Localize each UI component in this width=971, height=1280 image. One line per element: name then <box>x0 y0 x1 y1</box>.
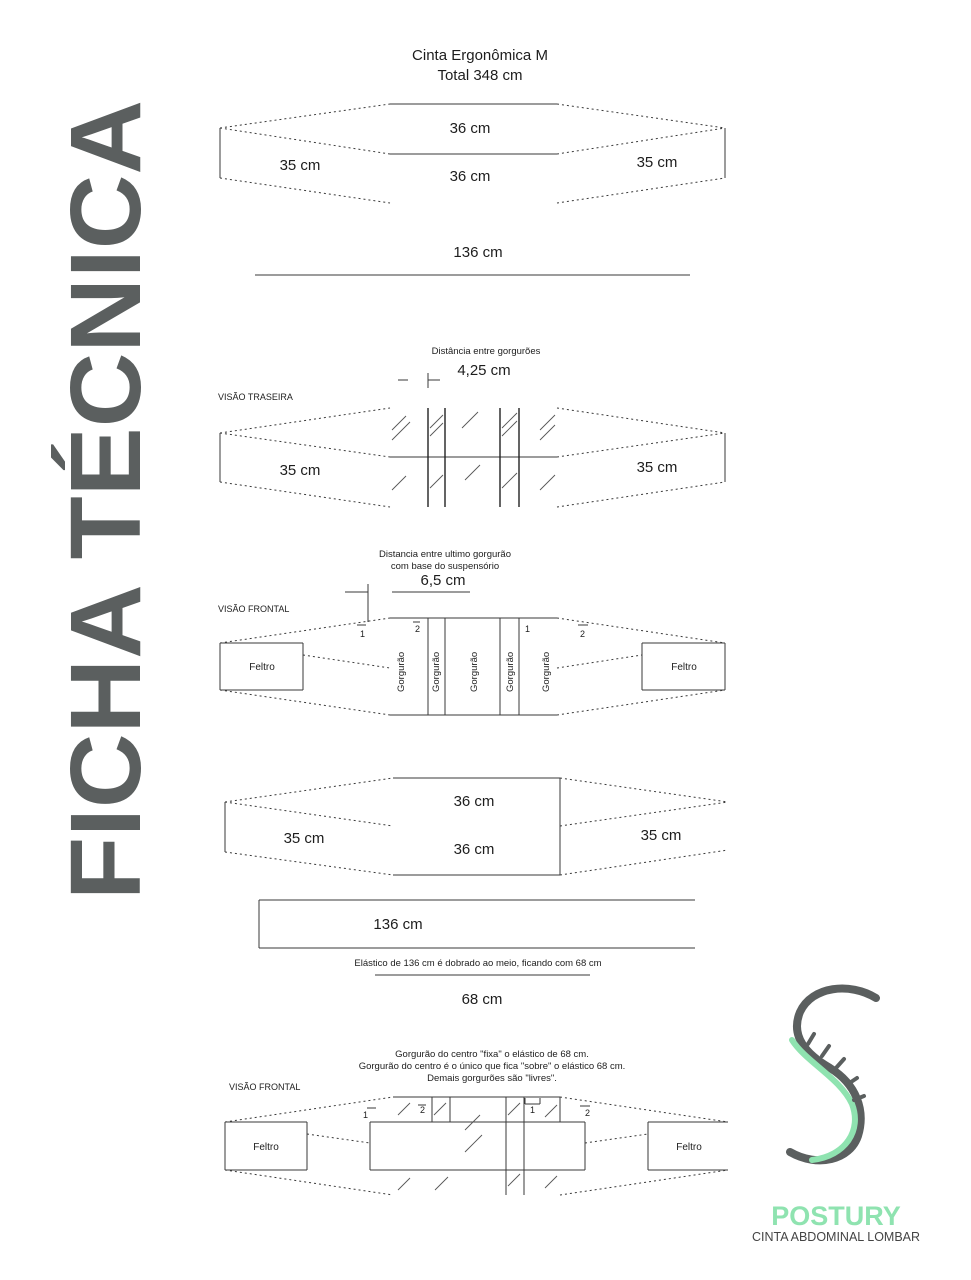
front-distance-value: 6,5 cm <box>420 572 466 589</box>
bottom-mark-1: 1 <box>363 1110 369 1120</box>
rear-distance-value: 4,25 cm <box>457 362 511 379</box>
bottom-note-2: Gorgurão do centro é o único que fica "sobre" o elástico 68 cm. <box>358 1061 626 1072</box>
header-total: Total 348 cm <box>437 67 523 84</box>
gorgurao-label-5: Gorgurão <box>541 651 552 692</box>
elastic-folded-label: 68 cm <box>461 991 503 1008</box>
top-center-bottom-label: 36 cm <box>449 168 491 185</box>
bottom-mark-4: 2 <box>585 1108 591 1118</box>
gorgurao-label-2: Gorgurão <box>431 651 442 692</box>
bottom-mark-3: 1 <box>530 1105 536 1115</box>
front-felt-right: Feltro <box>671 662 697 673</box>
header-title: Cinta Ergonômica M <box>412 47 548 64</box>
rear-right-label: 35 cm <box>636 459 678 476</box>
bottom-felt-right: Feltro <box>676 1142 702 1153</box>
front-view-label: VISÃO FRONTAL <box>218 604 290 614</box>
second-right-label: 35 cm <box>640 827 682 844</box>
gorgurao-label-4: Gorgurão <box>505 651 516 692</box>
top-right-label: 35 cm <box>636 154 678 171</box>
second-center-top-label: 36 cm <box>453 793 495 810</box>
side-title: FICHA TÉCNICA <box>50 125 162 900</box>
gorgurao-label-3: Gorgurão <box>469 651 480 692</box>
bottom-belt-drawing <box>225 1097 728 1195</box>
front-mark-3: 1 <box>525 624 531 634</box>
front-distance-caption-1: Distancia entre ultimo gorgurão <box>378 549 512 560</box>
top-length-label: 136 cm <box>453 244 503 261</box>
rear-distance-caption: Distância entre gorgurões <box>431 346 541 357</box>
elastic-note: Elástico de 136 cm é dobrado ao meio, ficando com 68 cm <box>354 958 602 969</box>
gorgurao-label-1: Gorgurão <box>396 651 407 692</box>
postury-logo-icon <box>790 989 876 1161</box>
bottom-view-label: VISÃO FRONTAL <box>229 1082 301 1092</box>
front-mark-1: 1 <box>360 629 366 639</box>
rear-belt-drawing <box>220 373 725 507</box>
front-mark-2: 2 <box>415 624 421 634</box>
rear-view-label: VISÃO TRASEIRA <box>218 392 293 402</box>
bottom-mark-2: 2 <box>420 1105 426 1115</box>
top-left-label: 35 cm <box>279 157 321 174</box>
front-belt-drawing <box>220 584 725 715</box>
rear-left-label: 35 cm <box>279 462 321 479</box>
brand-tagline: CINTA ABDOMINAL LOMBAR <box>751 1230 921 1244</box>
elastic-length-label: 136 cm <box>373 916 423 933</box>
second-center-bottom-label: 36 cm <box>453 841 495 858</box>
bottom-note-1: Gorgurão do centro "fixa" o elástico de 68 cm. <box>395 1049 589 1060</box>
bottom-felt-left: Feltro <box>253 1142 279 1153</box>
brand-name: POSTURY <box>771 1201 901 1231</box>
second-left-label: 35 cm <box>283 830 325 847</box>
bottom-note-3: Demais gorgurões são "livres". <box>427 1073 557 1084</box>
front-felt-left: Feltro <box>249 662 275 673</box>
front-mark-4: 2 <box>580 629 586 639</box>
top-center-top-label: 36 cm <box>449 120 491 137</box>
front-distance-caption-2: com base do suspensório <box>390 561 500 572</box>
